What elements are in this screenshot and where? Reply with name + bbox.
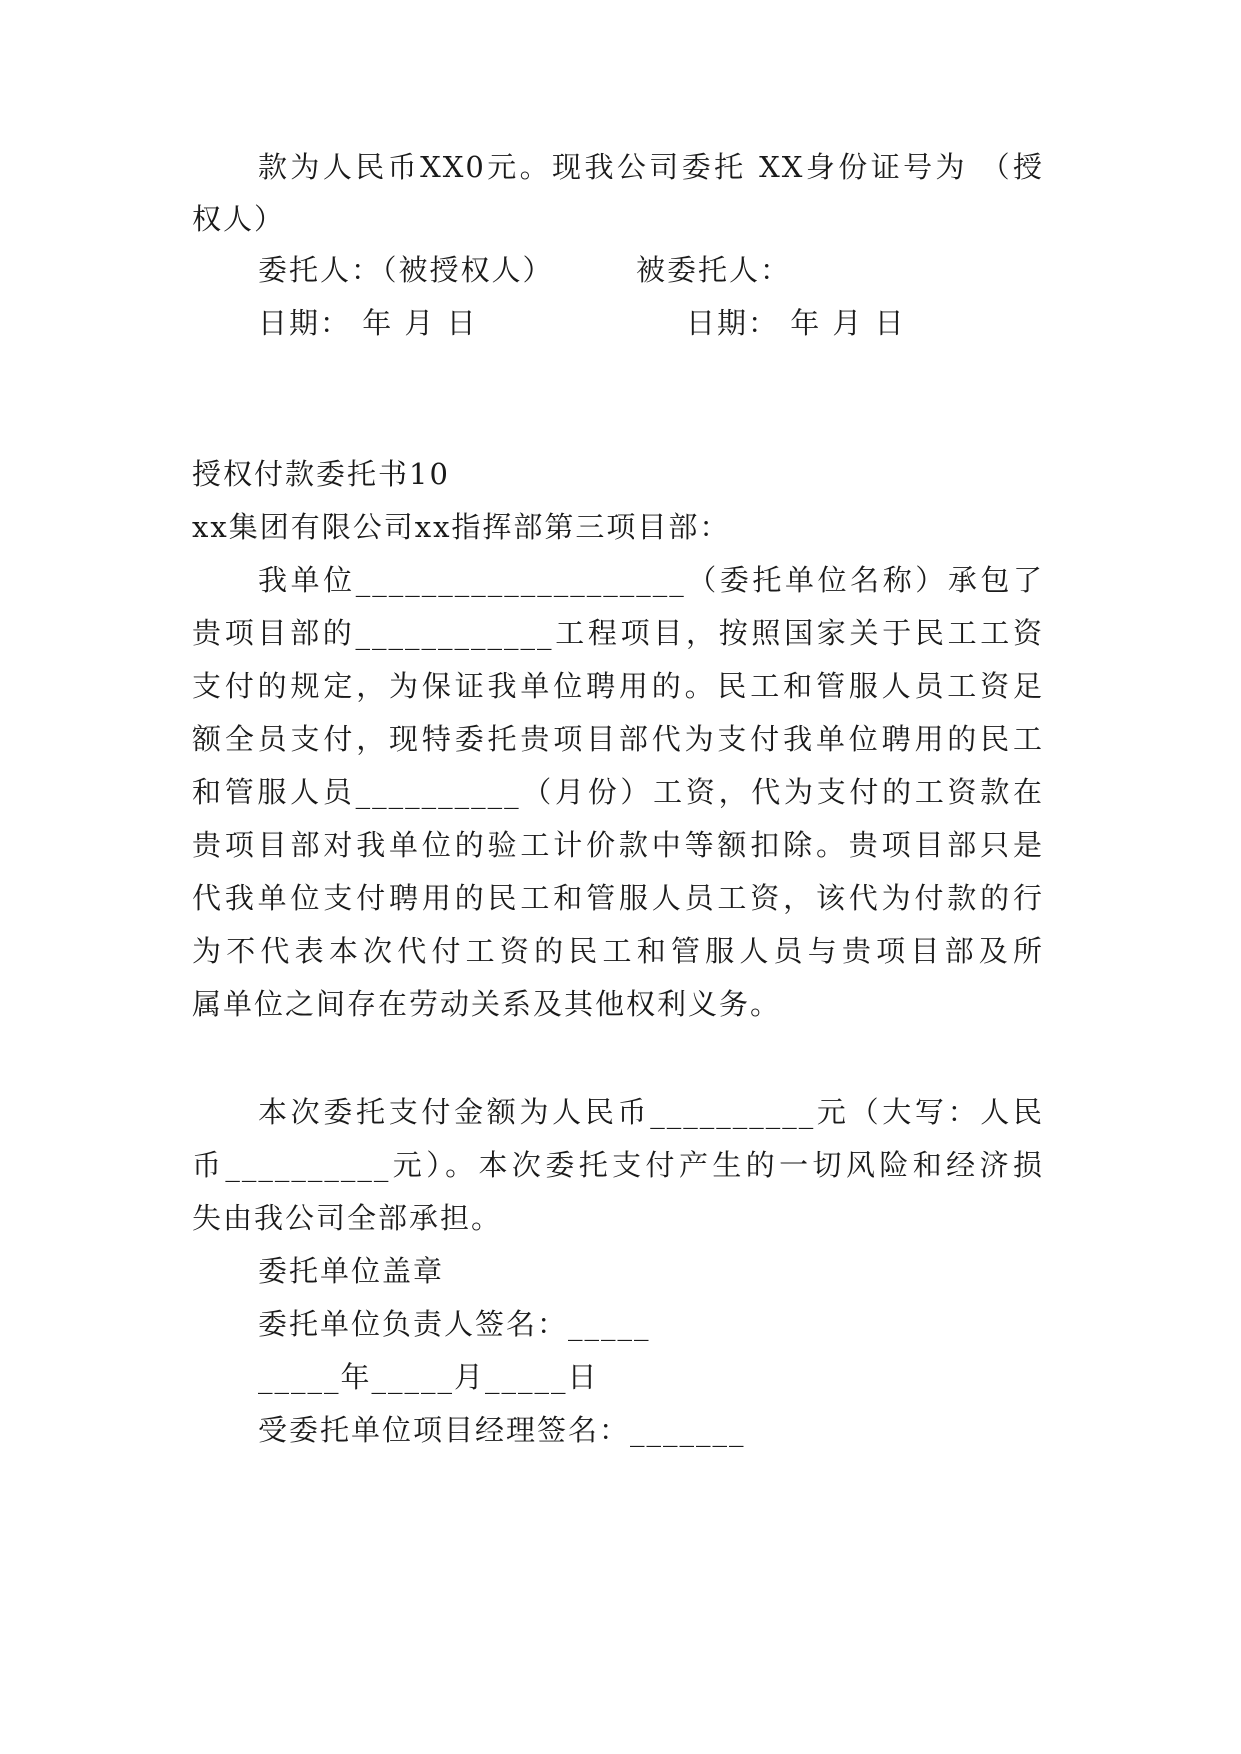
body-line: 支付的规定，为保证我单位聘用的。民工和管服人员工资足 bbox=[192, 669, 1044, 703]
paragraph-line: 款为人民币XX0元。现我公司委托 XX身份证号为 （授 bbox=[258, 150, 1044, 184]
body-line: 为不代表本次代付工资的民工和管服人员与贵项目部及所 bbox=[192, 934, 1044, 968]
signer-right: 被委托人： bbox=[636, 253, 792, 287]
body-line: 代我单位支付聘用的民工和管服人员工资，该代为付款的行 bbox=[192, 881, 1044, 915]
date-right: 日期： 年 月 日 bbox=[686, 306, 906, 340]
body-line: 贵项目部对我单位的验工计价款中等额扣除。贵项目部只是 bbox=[192, 828, 1044, 862]
body-line: 贵项目部的____________工程项目，按照国家关于民工工资 bbox=[192, 616, 1044, 650]
body-line: 属单位之间存在劳动关系及其他权利义务。 bbox=[192, 987, 782, 1021]
section-title: 授权付款委托书10 bbox=[192, 457, 450, 491]
manager-signature: 受委托单位项目经理签名：_______ bbox=[258, 1413, 746, 1447]
seal-label: 委托单位盖章 bbox=[258, 1254, 445, 1288]
amount-line: 失由我公司全部承担。 bbox=[192, 1201, 503, 1235]
addressee: xx集团有限公司xx指挥部第三项目部： bbox=[192, 510, 731, 544]
paragraph-line: 权人） bbox=[192, 202, 286, 236]
signer-left: 委托人：（被授权人） bbox=[258, 253, 554, 287]
amount-line: 币__________元）。本次委托支付产生的一切风险和经济损 bbox=[192, 1148, 1044, 1182]
principal-signature: 委托单位负责人签名：_____ bbox=[258, 1307, 651, 1341]
signature-date: _____年_____月_____日 bbox=[258, 1360, 599, 1394]
body-line: 和管服人员__________（月份）工资，代为支付的工资款在 bbox=[192, 775, 1044, 809]
date-left: 日期： 年 月 日 bbox=[258, 306, 478, 340]
body-line: 我单位____________________（委托单位名称）承包了 bbox=[258, 563, 1044, 597]
body-line: 额全员支付，现特委托贵项目部代为支付我单位聘用的民工 bbox=[192, 722, 1044, 756]
amount-line: 本次委托支付金额为人民币__________元（大写：人民 bbox=[258, 1095, 1044, 1129]
